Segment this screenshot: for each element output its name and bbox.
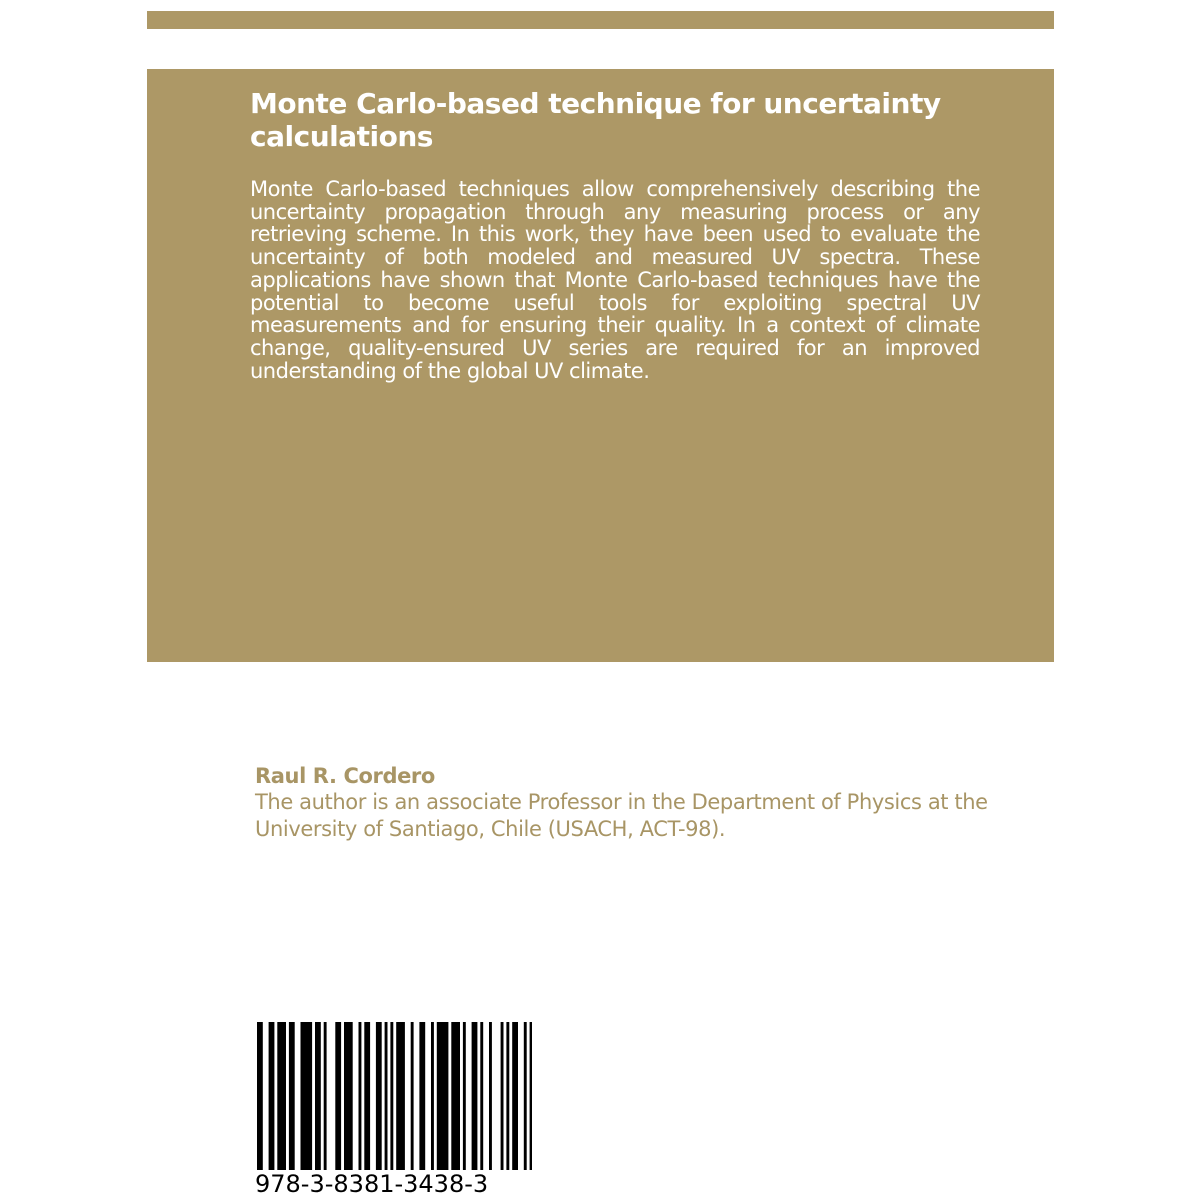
- barcode-bar-1: [269, 1022, 275, 1170]
- barcode-bar-0: [257, 1022, 263, 1170]
- barcode-bar-22: [480, 1022, 483, 1170]
- barcode-bar-10: [364, 1022, 370, 1170]
- book-title: Monte Carlo-based technique for uncertainty calculations: [250, 87, 941, 153]
- blurb-panel: [147, 69, 1054, 662]
- barcode-bar-15: [411, 1022, 414, 1170]
- book-description: Monte Carlo-based techniques allow comprehensively describing the uncertainty propagation through any measuring process or any retrieving scheme. In this work, they have been used to evaluate the uncertainty of both modeled and measured UV spectra. These applications have shown that Monte Carlo-based techniques have the potential to become useful tools for exploiting spectral UV measurements and for ensuring their quality. In a context of climate change, quality-ensured UV series are required for an improved understanding of the global UV climate.: [250, 177, 980, 383]
- barcode-bar-4: [301, 1022, 313, 1170]
- barcode-bar-8: [344, 1022, 353, 1170]
- isbn-barcode: [257, 1022, 532, 1170]
- barcode-bar-20: [463, 1022, 466, 1170]
- top-color-strip: [147, 11, 1054, 29]
- barcode-bar-11: [376, 1022, 382, 1170]
- barcode-bar-18: [437, 1022, 449, 1170]
- barcode-bar-12: [385, 1022, 388, 1170]
- barcode-bar-27: [524, 1022, 527, 1170]
- barcode-bar-24: [501, 1022, 504, 1170]
- author-bio: The author is an associate Professor in the Department of Physics at the University of Santiago, Chile (USACH, ACT-98).: [255, 790, 988, 841]
- barcode-bar-13: [390, 1022, 393, 1170]
- barcode-bar-9: [359, 1022, 362, 1170]
- barcode-bar-7: [335, 1022, 341, 1170]
- barcode-bar-16: [419, 1022, 425, 1170]
- barcode-bar-19: [451, 1022, 460, 1170]
- barcode-bar-14: [396, 1022, 405, 1170]
- barcode-bar-3: [289, 1022, 295, 1170]
- isbn-number: 978-3-8381-3438-3: [255, 1170, 489, 1198]
- author-name: Raul R. Cordero: [255, 764, 435, 788]
- barcode-bar-17: [431, 1022, 434, 1170]
- barcode-bar-26: [512, 1022, 518, 1170]
- barcode-bar-6: [324, 1022, 327, 1170]
- barcode-bar-5: [315, 1022, 321, 1170]
- barcode-bar-23: [489, 1022, 492, 1170]
- barcode-bar-28: [530, 1022, 532, 1170]
- barcode-bar-2: [277, 1022, 286, 1170]
- barcode-bar-21: [472, 1022, 478, 1170]
- barcode-bar-25: [506, 1022, 509, 1170]
